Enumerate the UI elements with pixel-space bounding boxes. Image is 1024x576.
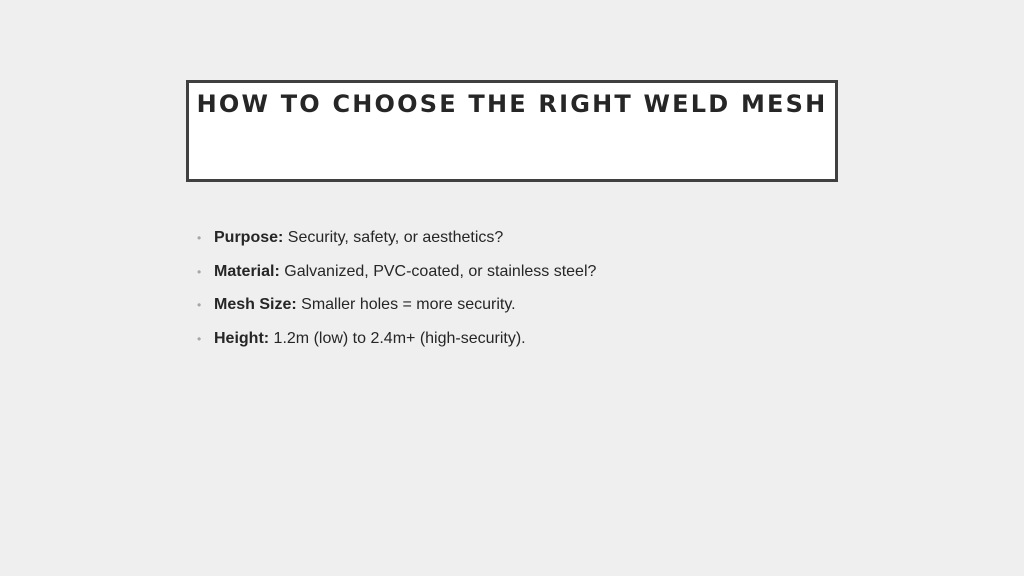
bullet-item-mesh-size bbox=[196, 293, 836, 327]
bullet-item-material bbox=[196, 260, 836, 294]
bullet-list bbox=[196, 226, 836, 360]
bullet-marker: • bbox=[197, 331, 202, 346]
bullet-label: Height: bbox=[214, 329, 274, 347]
bullet-label: Material: bbox=[214, 262, 285, 280]
bullet-label: Purpose: bbox=[214, 229, 288, 246]
slide-title: HOW TO CHOOSE THE RIGHT WELD MESH bbox=[196, 90, 828, 118]
bullet-text: Security, safety, or aesthetics? bbox=[287, 229, 504, 246]
bullet-label: Mesh Size: bbox=[214, 296, 302, 313]
bullet-text: Smaller holes = more security. bbox=[301, 296, 516, 313]
bullet-item-height bbox=[196, 327, 836, 361]
bullet-item-purpose bbox=[196, 226, 836, 260]
bullet-marker: • bbox=[197, 231, 202, 245]
bullet-marker: • bbox=[197, 298, 202, 312]
title-box bbox=[186, 80, 838, 182]
bullet-text: Galvanized, PVC-coated, or stainless steel? bbox=[284, 262, 597, 280]
bullet-text: 1.2m (low) to 2.4m+ (high-security). bbox=[273, 329, 526, 347]
bullet-marker: • bbox=[197, 264, 202, 279]
